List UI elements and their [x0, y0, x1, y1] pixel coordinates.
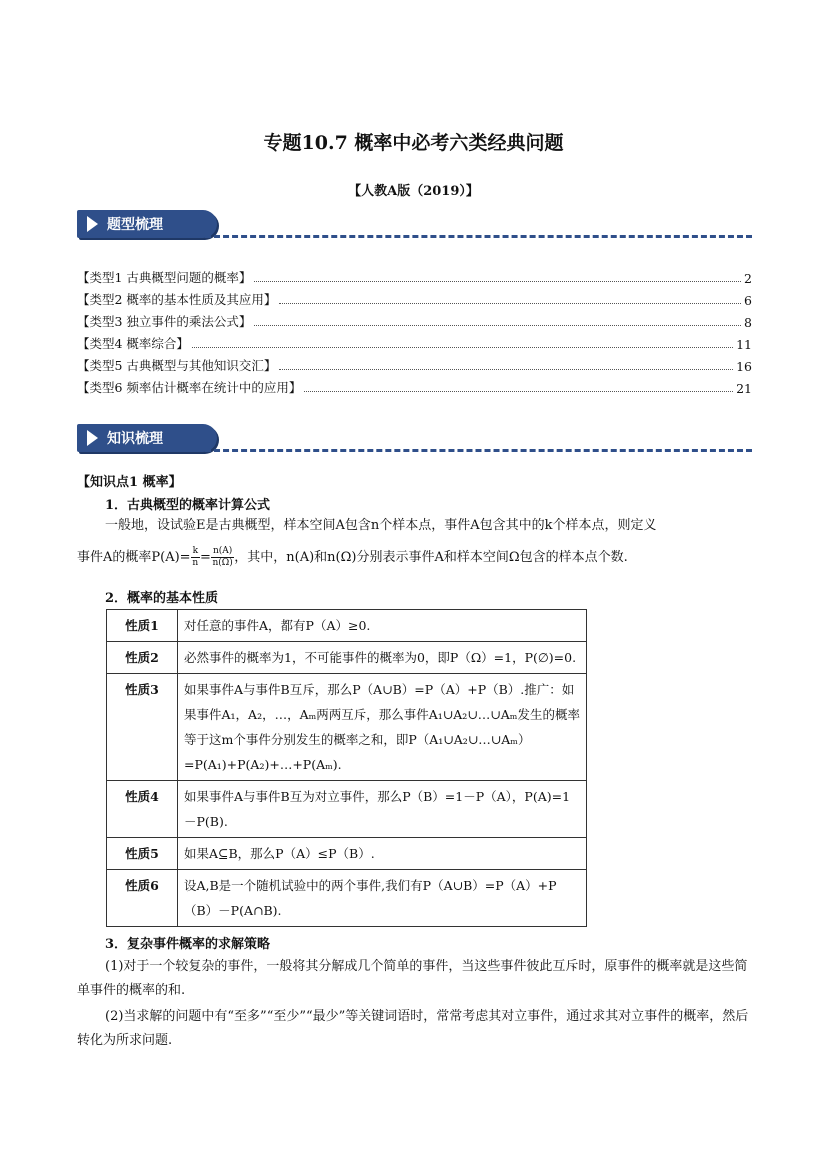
toc-label[interactable]: 【类型1 古典概型问题的概率】: [77, 270, 252, 285]
toc-page: 6: [744, 293, 752, 308]
property-text: 如果事件A与事件B互斥，那么P（A∪B）=P（A）+P（B）.推广：如果事件A₁，A₂，…，Aₘ两两互斥，那么事件A₁∪A₂∪…∪Aₘ发生的概率等于这m个事件分别发生的概率之和，即P（A₁∪A₂∪…∪Aₘ）=P(A₁)+P(A₂)+…+P(Aₘ).: [178, 674, 587, 781]
paragraph: (2)当求解的问题中有“至多”“至少”“最少”等关键词语时，常常考虑其对立事件，通过求其对立事件的概率，然后转化为所求问题.: [77, 1009, 749, 1048]
fraction-k-over-n: $\frac{k}{n}$: [192, 546, 199, 568]
section-banner-knowledge: [77, 424, 752, 456]
toc-label[interactable]: 【类型3 独立事件的乘法公式】: [77, 314, 252, 329]
property-text: 对任意的事件A，都有P（A）≥0.: [178, 610, 587, 642]
property-text: 如果A⊆B，那么P（A）≤P（B）.: [178, 838, 587, 870]
toc-label[interactable]: 【类型6 频率估计概率在统计中的应用】: [77, 380, 302, 395]
toc-page: 11: [736, 337, 752, 352]
table-row: [107, 781, 587, 838]
dashed-divider: [205, 449, 752, 452]
property-name: 性质6: [107, 870, 178, 927]
toc-row[interactable]: [77, 312, 752, 330]
table-row: [107, 674, 587, 781]
property-name: 性质3: [107, 674, 178, 781]
play-arrow-icon: [87, 216, 98, 232]
toc-page: 2: [744, 271, 752, 286]
toc-row[interactable]: [77, 268, 752, 286]
banner-label: 知识梳理: [107, 431, 163, 447]
banner-label: 题型梳理: [107, 217, 163, 233]
knowledge-point-title: 【知识点1 概率】: [77, 475, 182, 490]
property-text: 如果事件A与事件B互为对立事件，那么P（B）=1－P（A），P(A)=1－P(B).: [178, 781, 587, 838]
toc-row[interactable]: [77, 378, 752, 396]
property-text: 必然事件的概率为1，不可能事件的概率为0，即P（Ω）=1，P(∅)=0.: [178, 642, 587, 674]
toc-label[interactable]: 【类型2 概率的基本性质及其应用】: [77, 292, 277, 307]
edition-subtitle: 【人教A版（2019）】: [348, 184, 479, 199]
formula-text: ，其中，n(A)和n(Ω)分别表示事件A和样本空间Ω包含的样本点个数.: [234, 550, 628, 565]
property-name: 性质2: [107, 642, 178, 674]
properties-table: [106, 609, 587, 927]
table-row: [107, 870, 587, 927]
page-title: 专题10.7 概率中必考六类经典问题: [263, 132, 564, 154]
formula-line: [77, 546, 752, 570]
section-heading: 3．复杂事件概率的求解策略: [105, 937, 271, 952]
toc-row[interactable]: [77, 290, 752, 308]
toc-page: 8: [744, 315, 752, 330]
fraction-nA-over-nOmega: $\frac{n(A)}{n(\Omega)}$: [212, 546, 233, 568]
toc-row[interactable]: [77, 356, 752, 374]
property-name: 性质1: [107, 610, 178, 642]
paragraph: (1)对于一个较复杂的事件，一般将其分解成几个简单的事件，当这些事件彼此互斥时，原事件的概率就是这些简单事件的概率的和.: [77, 959, 748, 998]
toc-page: 21: [736, 381, 752, 396]
table-row: [107, 642, 587, 674]
toc-label[interactable]: 【类型4 概率综合】: [77, 336, 189, 351]
table-row: [107, 610, 587, 642]
section-banner-types: [77, 210, 752, 242]
section-heading: 1．古典概型的概率计算公式: [105, 498, 271, 513]
property-text: 设A,B是一个随机试验中的两个事件,我们有P（A∪B）=P（A）+P（B）－P(A∩B).: [178, 870, 587, 927]
toc-label[interactable]: 【类型5 古典概型与其他知识交汇】: [77, 358, 277, 373]
table-row: [107, 838, 587, 870]
toc-page: 16: [736, 359, 752, 374]
play-arrow-icon: [87, 430, 98, 446]
property-name: 性质5: [107, 838, 178, 870]
formula-text: 事件A的概率P(A)=: [77, 550, 191, 565]
equals-sign: =: [200, 550, 211, 565]
property-name: 性质4: [107, 781, 178, 838]
section-heading: 2．概率的基本性质: [105, 591, 219, 606]
paragraph: 一般地，设试验E是古典概型，样本空间A包含n个样本点，事件A包含其中的k个样本点，则定义: [105, 518, 657, 533]
toc-row[interactable]: [77, 334, 752, 352]
dashed-divider: [205, 235, 752, 238]
